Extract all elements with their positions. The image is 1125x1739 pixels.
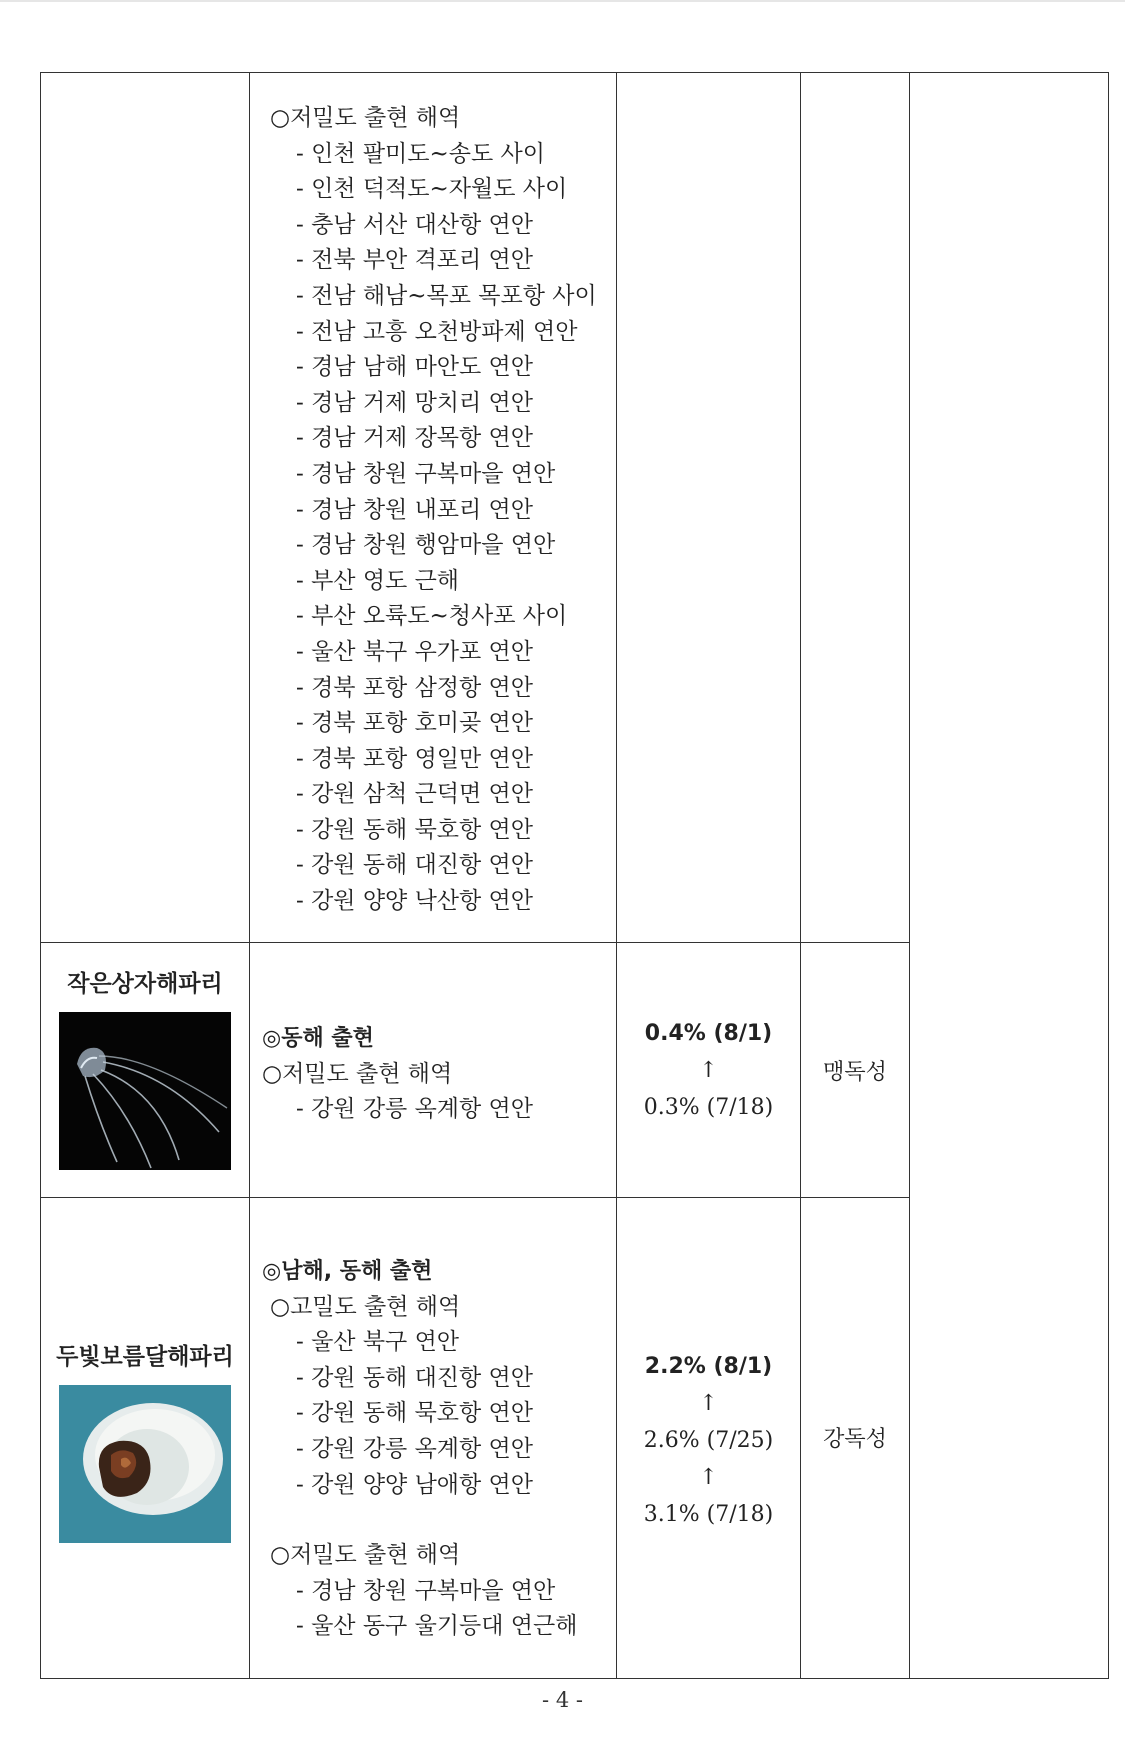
remarks-cell	[910, 73, 1109, 1679]
high-density-header: ○고밀도 출현 해역	[270, 1293, 461, 1320]
ratio-previous: 3.1% (7/18)	[643, 1502, 774, 1527]
page-number: - 4 -	[542, 1688, 583, 1712]
spacer	[262, 1503, 616, 1538]
areas-cell	[250, 1198, 617, 1679]
area-item: - 경남 창원 내포리 연안	[296, 496, 533, 523]
toxicity-level: 맹독성	[823, 1060, 887, 1085]
area-item: - 강원 동해 묵호항 연안	[296, 816, 533, 843]
up-arrow-icon: ↑	[699, 1058, 718, 1083]
occurrence-region: ◎동해 출현	[262, 1026, 374, 1051]
ratio-current: 0.4% (8/1)	[644, 1021, 773, 1046]
species-cell	[41, 1198, 250, 1679]
area-item: - 부산 영도 근해	[296, 567, 460, 594]
toxicity-cell	[801, 1198, 910, 1679]
areas-list	[250, 943, 616, 1128]
area-item: - 강원 동해 묵호항 연안	[296, 1400, 533, 1427]
area-item: - 전북 부안 격포리 연안	[296, 247, 533, 274]
area-item: - 충남 서산 대산항 연안	[296, 211, 533, 238]
area-item: - 울산 북구 연안	[296, 1329, 460, 1356]
species-cell-empty	[41, 73, 250, 943]
area-item: - 울산 북구 우가포 연안	[296, 638, 533, 665]
area-item: - 경남 거제 장목항 연안	[296, 425, 533, 452]
area-item: - 강원 동해 대진항 연안	[296, 1364, 533, 1391]
area-item: - 경남 창원 구복마을 연안	[296, 460, 556, 487]
area-item: - 경남 남해 마안도 연안	[296, 354, 533, 381]
toxicity-cell	[801, 943, 910, 1198]
jellyfish-table	[40, 72, 1109, 1679]
area-item: - 경북 포항 영일만 연안	[296, 745, 533, 772]
ratio-previous: 0.3% (7/18)	[643, 1095, 774, 1120]
area-item: - 전남 고흥 오천방파제 연안	[296, 318, 578, 345]
ratio-middle: 2.6% (7/25)	[643, 1428, 774, 1453]
area-item: - 경남 창원 구복마을 연안	[296, 1577, 556, 1604]
area-item: - 경남 창원 행암마을 연안	[296, 532, 556, 559]
toxicity-level: 강독성	[823, 1427, 887, 1452]
species-cell	[41, 943, 250, 1198]
low-density-header: ○저밀도 출현 해역	[270, 1542, 461, 1569]
area-item: - 경북 포항 삼정항 연안	[296, 674, 533, 701]
area-item: - 인천 덕적도~자월도 사이	[296, 176, 568, 203]
occurrence-region: ◎남해, 동해 출현	[262, 1259, 433, 1284]
area-item: - 강원 양양 낙산항 연안	[296, 888, 533, 915]
area-item: - 강원 강릉 옥계항 연안	[296, 1096, 533, 1123]
up-arrow-icon: ↑	[699, 1465, 718, 1490]
ratio-current: 2.2% (8/1)	[644, 1354, 773, 1379]
areas-list	[250, 1198, 616, 1645]
ratio-cell-empty	[617, 73, 801, 943]
area-item: - 강원 삼척 근덕면 연안	[296, 781, 533, 808]
top-rule	[0, 0, 1125, 2]
species-name: 두빛보름달해파리	[56, 1344, 234, 1370]
area-item: - 인천 팔미도~송도 사이	[296, 140, 545, 167]
areas-cell	[250, 943, 617, 1198]
area-item: - 경남 거제 망치리 연안	[296, 389, 533, 416]
area-item: - 전남 해남~목포 목포항 사이	[296, 282, 597, 309]
table-row	[41, 73, 1109, 943]
box-jellyfish-photo	[59, 1012, 231, 1170]
ratio-cell	[617, 943, 801, 1198]
area-item: - 울산 동구 울기등대 연근해	[296, 1613, 578, 1640]
ratio-cell	[617, 1198, 801, 1679]
moon-jellyfish-photo	[59, 1385, 231, 1543]
low-density-header: ○저밀도 출현 해역	[262, 1060, 453, 1087]
area-item: - 부산 오륙도~청사포 사이	[296, 603, 568, 630]
area-item: - 경북 포항 호미곶 연안	[296, 710, 533, 737]
up-arrow-icon: ↑	[699, 1391, 718, 1416]
toxicity-cell-empty	[801, 73, 910, 943]
area-item: - 강원 양양 남애항 연안	[296, 1471, 533, 1498]
area-item: - 강원 강릉 옥계항 연안	[296, 1435, 533, 1462]
low-density-header: ○저밀도 출현 해역	[270, 105, 461, 131]
areas-list	[250, 73, 616, 920]
area-item: - 강원 동해 대진항 연안	[296, 852, 533, 879]
areas-cell	[250, 73, 617, 943]
species-name: 작은상자해파리	[67, 971, 223, 997]
